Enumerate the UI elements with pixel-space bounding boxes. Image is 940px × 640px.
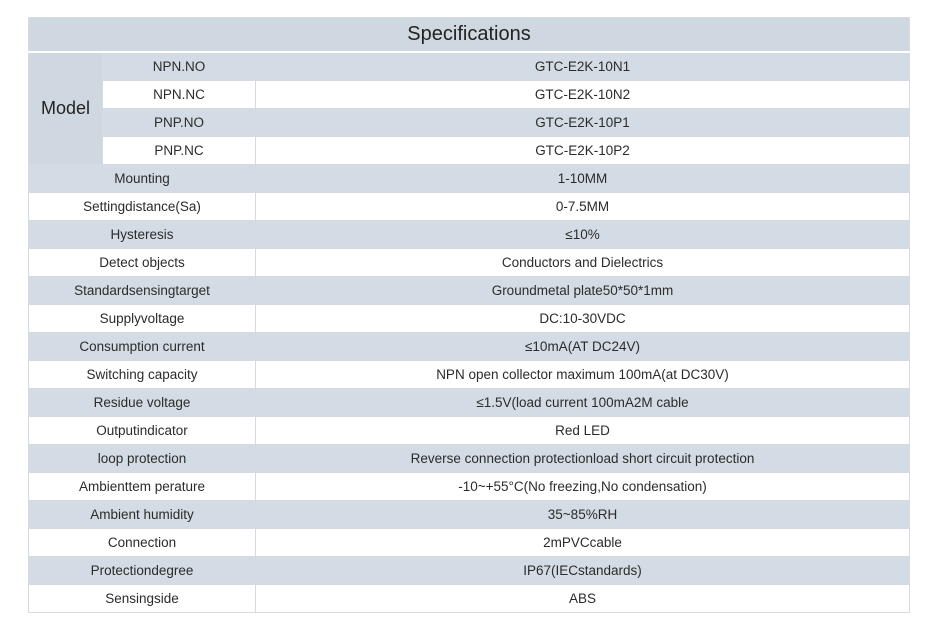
spec-row <box>29 500 910 528</box>
spec-value: Red LED <box>256 416 910 444</box>
spec-row <box>29 164 910 192</box>
spec-label: Connection <box>29 528 256 556</box>
spec-label: Ambienttem perature <box>29 472 256 500</box>
spec-value: Reverse connection protectionload short circuit protection <box>256 444 910 472</box>
spec-label: Ambient humidity <box>29 500 256 528</box>
model-variant-code: GTC-E2K-10P1 <box>256 108 910 136</box>
specifications-table <box>28 17 910 613</box>
spec-value: NPN open collector maximum 100mA(at DC30V) <box>256 360 910 388</box>
spec-row <box>29 332 910 360</box>
table-title-row <box>29 18 910 53</box>
spec-row <box>29 584 910 612</box>
model-label: Model <box>29 52 103 164</box>
spec-value: 35~85%RH <box>256 500 910 528</box>
spec-label: loop protection <box>29 444 256 472</box>
spec-row <box>29 528 910 556</box>
spec-value: Groundmetal plate50*50*1mm <box>256 276 910 304</box>
model-variant-type: PNP.NO <box>103 108 256 136</box>
spec-label: Residue voltage <box>29 388 256 416</box>
spec-row <box>29 248 910 276</box>
spec-value: ≤1.5V(load current 100mA2M cable <box>256 388 910 416</box>
spec-row <box>29 444 910 472</box>
spec-row <box>29 304 910 332</box>
spec-value: ABS <box>256 584 910 612</box>
spec-label: Switching capacity <box>29 360 256 388</box>
spec-label: Consumption current <box>29 332 256 360</box>
spec-row <box>29 276 910 304</box>
spec-label: Mounting <box>29 164 256 192</box>
spec-value: 0-7.5MM <box>256 192 910 220</box>
spec-label: Outputindicator <box>29 416 256 444</box>
model-variant-type: PNP.NC <box>103 136 256 164</box>
model-row <box>29 80 910 108</box>
spec-value: -10~+55°C(No freezing,No condensation) <box>256 472 910 500</box>
spec-label: Settingdistance(Sa) <box>29 192 256 220</box>
model-variant-code: GTC-E2K-10P2 <box>256 136 910 164</box>
model-row <box>29 52 910 80</box>
spec-row <box>29 220 910 248</box>
model-variant-type: NPN.NO <box>103 52 256 80</box>
spec-row <box>29 360 910 388</box>
spec-row <box>29 416 910 444</box>
spec-value: ≤10% <box>256 220 910 248</box>
spec-row <box>29 192 910 220</box>
spec-value: 2mPVCcable <box>256 528 910 556</box>
spec-label: Sensingside <box>29 584 256 612</box>
spec-row <box>29 472 910 500</box>
spec-label: Standardsensingtarget <box>29 276 256 304</box>
model-variant-code: GTC-E2K-10N1 <box>256 52 910 80</box>
model-variant-type: NPN.NC <box>103 80 256 108</box>
spec-label: Supplyvoltage <box>29 304 256 332</box>
table-title: Specifications <box>29 18 910 53</box>
model-row <box>29 136 910 164</box>
model-row <box>29 108 910 136</box>
spec-label: Detect objects <box>29 248 256 276</box>
spec-value: Conductors and Dielectrics <box>256 248 910 276</box>
spec-value: IP67(IECstandards) <box>256 556 910 584</box>
spec-label: Protectiondegree <box>29 556 256 584</box>
spec-value: DC:10-30VDC <box>256 304 910 332</box>
spec-value: 1-10MM <box>256 164 910 192</box>
spec-value: ≤10mA(AT DC24V) <box>256 332 910 360</box>
spec-row <box>29 556 910 584</box>
model-variant-code: GTC-E2K-10N2 <box>256 80 910 108</box>
spec-row <box>29 388 910 416</box>
spec-label: Hysteresis <box>29 220 256 248</box>
